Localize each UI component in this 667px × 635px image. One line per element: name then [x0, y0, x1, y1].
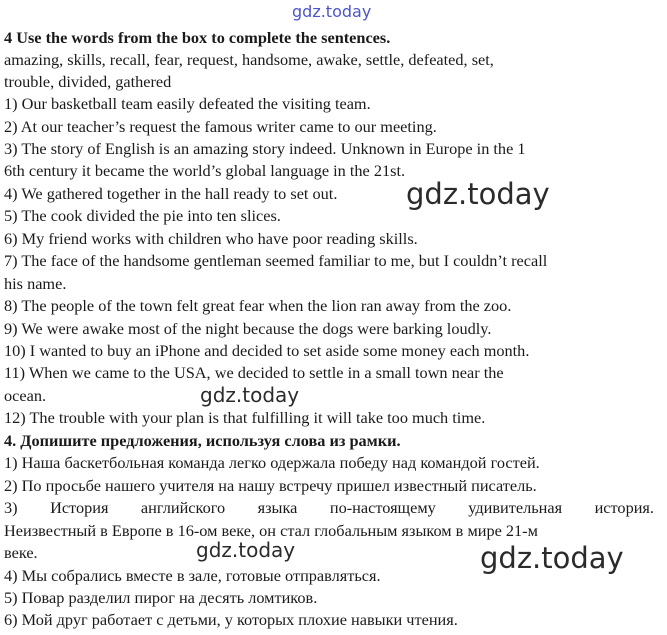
watermark-mid-left: gdz.today — [200, 383, 300, 407]
sentence-en-7-line-2: his name. — [4, 274, 67, 293]
sentence-ru-3-line-2: Неизвестный в Европе в 16-ом веке, он стал глобальным языком в мире 21-м — [4, 521, 538, 540]
sentence-en-5: 5) The cook divided the pie into ten slices. — [4, 206, 281, 225]
sentence-ru-2: 2) По просьбе нашего учителя на нашу встречу пришел известный писатель. — [4, 476, 537, 495]
sentence-ru-3-line-3: веке. — [4, 543, 38, 562]
sentence-en-6: 6) My friend works with children who have poor reading skills. — [4, 229, 418, 248]
sentence-en-8: 8) The people of the town felt great fear when the lion ran away from the zoo. — [4, 296, 512, 315]
sentence-en-9: 9) We were awake most of the night because the dogs were barking loudly. — [4, 319, 492, 338]
word-box-line-1: amazing, skills, recall, fear, request, handsome, awake, settle, defeated, set, — [4, 50, 494, 69]
watermark-lower-right: gdz.today — [480, 541, 624, 575]
sentence-ru-3-line-1: 3) История английского языка по-настоящему удивительная история. — [4, 498, 654, 517]
watermark-mid-right: gdz.today — [406, 177, 550, 211]
word-box-line-2: trouble, divided, gathered — [4, 72, 172, 91]
sentence-en-3-line-2: 6th century it became the world’s global language in the 21st. — [4, 161, 406, 180]
sentence-en-1: 1) Our basketball team easily defeated the visiting team. — [4, 94, 371, 113]
watermark-lower-left: gdz.today — [196, 538, 296, 562]
sentence-en-12: 12) The trouble with your plan is that fulfilling it will take too much time. — [4, 408, 486, 427]
exercise-heading-ru: 4. Допишите предложения, используя слова из рамки. — [4, 431, 401, 450]
sentence-en-11-line-1: 11) When we came to the USA, we decided to settle in a small town near the — [4, 363, 504, 382]
sentence-en-7-line-1: 7) The face of the handsome gentleman seemed familiar to me, but I couldn’t recall — [4, 251, 548, 270]
sentence-en-4: 4) We gathered together in the hall ready to set out. — [4, 184, 338, 203]
sentence-en-3-line-1: 3) The story of English is an amazing story indeed. Unknown in Europe in the 1 — [4, 139, 526, 158]
sentence-ru-1: 1) Наша баскетбольная команда легко одержала победу над командой гостей. — [4, 453, 540, 472]
sentence-en-11-line-2: ocean. — [4, 386, 47, 405]
watermark-top: gdz.today — [292, 2, 372, 21]
sentence-ru-6: 6) Мой друг работает с детьми, у которых плохие навыки чтения. — [4, 610, 458, 629]
sentence-ru-5: 5) Повар разделил пирог на десять ломтиков. — [4, 588, 318, 607]
sentence-en-10: 10) I wanted to buy an iPhone and decided to set aside some money each month. — [4, 341, 530, 360]
exercise-heading-en: 4 Use the words from the box to complete the sentences. — [4, 28, 391, 47]
sentence-en-2: 2) At our teacher’s request the famous writer came to our meeting. — [4, 117, 437, 136]
sentence-ru-4: 4) Мы собрались вместе в зале, готовые отправляться. — [4, 566, 381, 585]
